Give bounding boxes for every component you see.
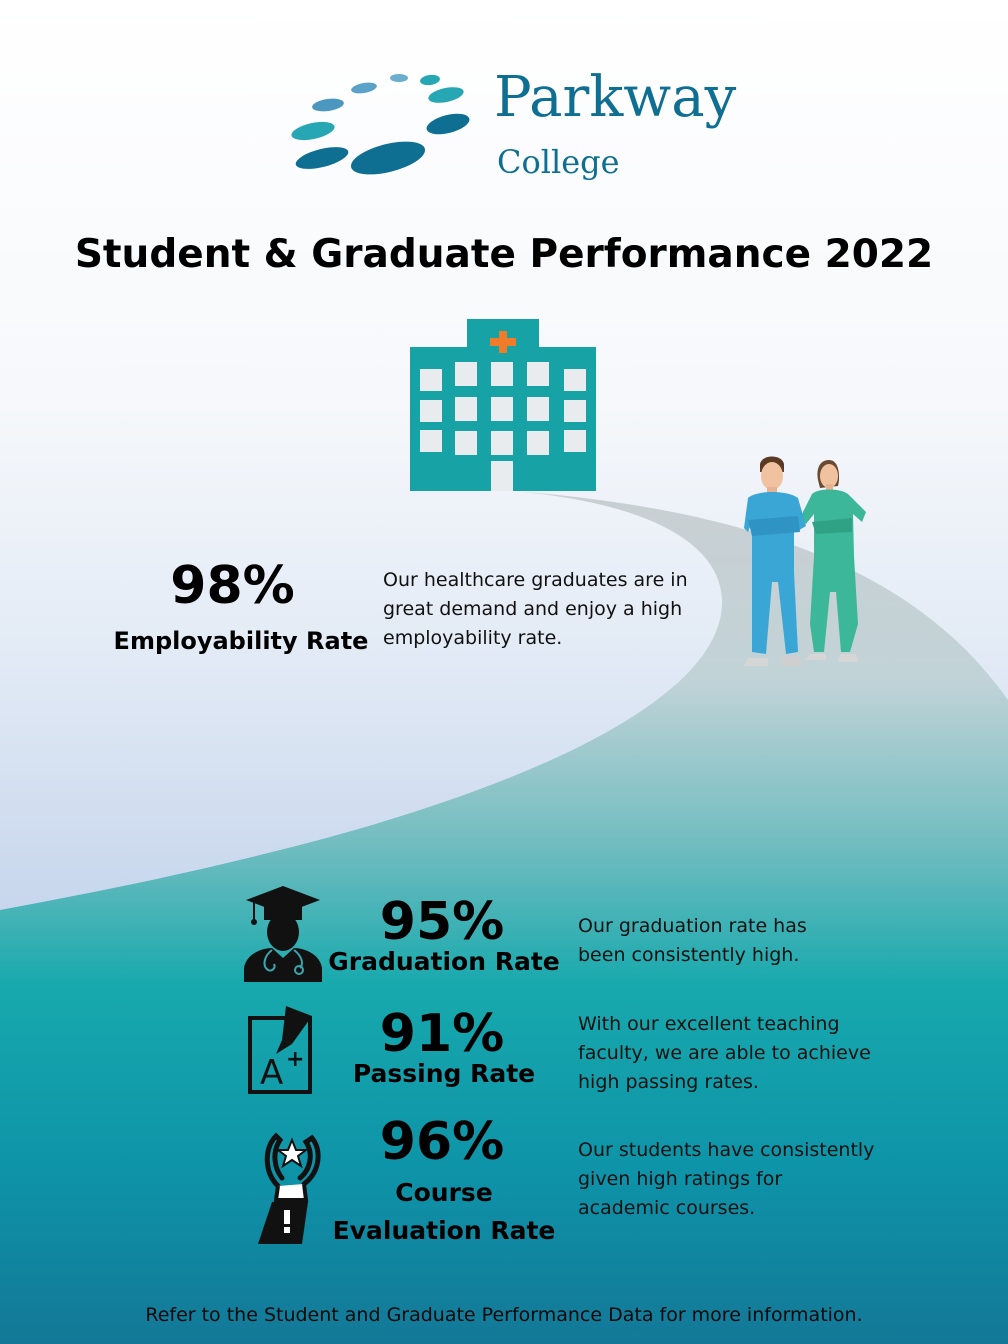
hospital-icon [410, 319, 596, 493]
nurses-illustration [740, 452, 872, 674]
passing-label: Passing Rate [352, 1059, 536, 1088]
employability-label: Employability Rate [113, 627, 369, 655]
evaluation-label-line1: Course [395, 1178, 493, 1207]
graduation-description: Our graduation rate has been consistently high. [578, 915, 807, 966]
employability-description: Our healthcare graduates are in great demand and enjoy a high employability rate. [383, 569, 688, 649]
graduation-label: Graduation Rate [328, 947, 560, 976]
logo-mark-icon [286, 72, 471, 180]
employability-value: 98% [170, 556, 295, 616]
footer-note: Refer to the Student and Graduate Performance Data for more information. [145, 1304, 863, 1326]
graduation-value: 95% [379, 892, 505, 952]
passing-description: With our excellent teaching faculty, we are able to achieve high passing rates. [578, 1013, 871, 1093]
evaluation-label-line2: Evaluation Rate [332, 1216, 556, 1245]
grade-paper-icon [246, 1004, 318, 1096]
evaluation-value: 96% [379, 1112, 505, 1172]
graduate-icon [242, 886, 324, 982]
passing-value: 91% [379, 1004, 505, 1064]
evaluation-description: Our students have consistently given high ratings for academic courses. [578, 1139, 875, 1219]
svg-text:+: + [286, 1047, 305, 1072]
page-title: Student & Graduate Performance 2022 [74, 232, 934, 277]
logo-sub: College [497, 143, 620, 181]
logo-name: Parkway [494, 65, 737, 130]
svg-text:A: A [260, 1053, 284, 1093]
